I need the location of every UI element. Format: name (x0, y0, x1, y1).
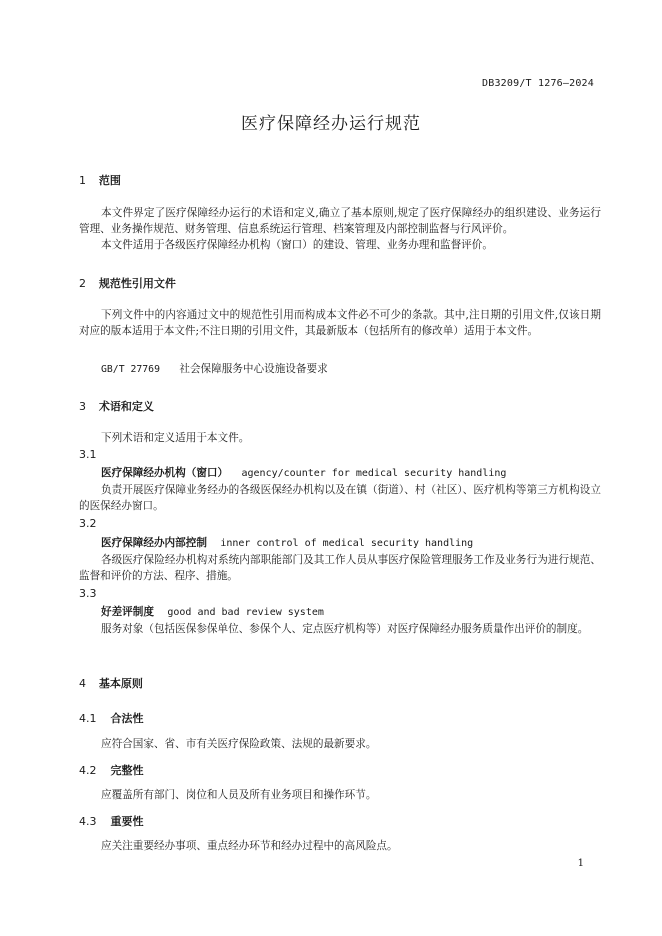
term-english: inner control of medical security handling (220, 538, 474, 549)
paragraph: 应覆盖所有部门、岗位和人员及所有业务项目和操作环节。 (101, 789, 377, 801)
section-number: 1 (79, 174, 86, 187)
paragraph: 各级医疗保险经办机构对系统内部职能部门及其工作人员从事医疗保险管理服务工作及业务行为进行规范、监督和评价的方法、程序、措施。 (79, 554, 601, 582)
section-number: 3 (79, 400, 86, 413)
term-english: good and bad review system (167, 607, 324, 618)
paragraph: 服务对象（包括医保参保单位、参保个人、定点医疗机构等）对医疗保障经办服务质量作出评价的制度。 (101, 623, 589, 635)
subsection-heading (79, 710, 144, 726)
subsection-title: 合法性 (110, 712, 144, 725)
subsection-number: 4.2 (79, 764, 97, 777)
term-number: 3.1 (79, 448, 97, 461)
paragraph: 下列术语和定义适用于本文件。 (101, 432, 250, 444)
section-1-heading (79, 172, 121, 188)
subsection-number: 4.3 (79, 815, 97, 828)
term-number: 3.3 (79, 587, 97, 600)
subsection-title: 完整性 (110, 764, 144, 777)
section-title: 范围 (98, 174, 121, 187)
term-definition (79, 621, 601, 637)
subsection-number: 4.1 (79, 712, 97, 725)
term-heading (101, 604, 324, 619)
section-3-heading (79, 398, 154, 414)
subsection-body (79, 787, 601, 803)
subsection-heading (79, 813, 144, 829)
term-heading (101, 465, 506, 480)
reference-code: GB/T 27769 (101, 364, 160, 375)
paragraph: 应符合国家、省、市有关医疗保险政策、法规的最新要求。 (101, 738, 377, 750)
term-definition (79, 482, 601, 514)
subsection-body (79, 838, 601, 854)
section-2-body (79, 307, 601, 339)
section-2-heading (79, 275, 176, 291)
term-english: agency/counter for medical security handling (241, 468, 507, 479)
term-heading (101, 535, 473, 550)
paragraph: 下列文件中的内容通过文中的规范性引用而构成本文件必不可少的条款。其中,注日期的引用文件,仅该日期对应的版本适用于本文件;不注日期的引用文件，其最新版本（包括所有的修改单）适用于本文件。 (79, 309, 601, 337)
term-chinese: 医疗保障经办内部控制 (101, 537, 207, 549)
paragraph: 应关注重要经办事项、重点经办环节和经办过程中的高风险点。 (101, 840, 398, 852)
subsection-body (79, 736, 601, 752)
section-3-intro (79, 430, 601, 446)
section-1-body (79, 205, 601, 253)
paragraph: 负责开展医疗保障业务经办的各级医保经办机构以及在镇（街道）、村（社区）、医疗机构等第三方机构设立的医保经办窗口。 (79, 484, 601, 512)
term-number: 3.2 (79, 517, 97, 530)
subsection-title: 重要性 (110, 815, 144, 828)
normative-reference (101, 361, 328, 376)
term-definition (79, 552, 601, 584)
section-title: 基本原则 (98, 677, 143, 690)
page-number: 1 (577, 858, 584, 869)
term-chinese: 医疗保障经办机构（窗口） (101, 467, 229, 479)
section-title: 术语和定义 (98, 400, 154, 413)
document-title: 医疗保障经办运行规范 (241, 114, 421, 134)
section-number: 2 (79, 277, 86, 290)
paragraph: 本文件界定了医疗保障经办运行的术语和定义,确立了基本原则,规定了医疗保障经办的组织建设、业务运行管理、业务操作规范、财务管理、信息系统运行管理、档案管理及内部控制监督与行风评价。 (79, 207, 601, 235)
term-chinese: 好差评制度 (101, 606, 154, 618)
subsection-heading (79, 762, 144, 778)
section-number: 4 (79, 677, 86, 690)
paragraph: 本文件适用于各级医疗保障经办机构（窗口）的建设、管理、业务办理和监督评价。 (101, 239, 493, 251)
reference-title: 社会保障服务中心设施设备要求 (179, 363, 328, 375)
section-4-heading (79, 675, 143, 691)
document-number: DB3209/T 1276—2024 (482, 78, 594, 89)
section-title: 规范性引用文件 (98, 277, 176, 290)
